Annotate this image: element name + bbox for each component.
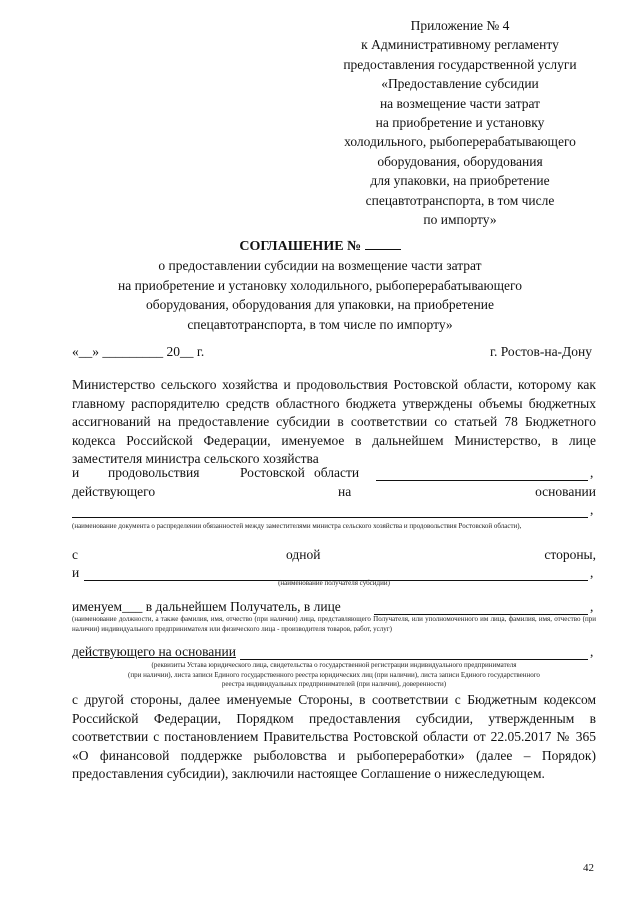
appendix-line: по импорту» (423, 212, 497, 228)
word: действующего (72, 484, 156, 499)
city: г. Ростов-на-Дону (489, 344, 592, 359)
word: с (72, 547, 78, 562)
note-line: (реквизиты Устава юридического лица, свидетельства о государственной регистрации индивидуального предпринимателя (151, 661, 517, 669)
word: Ростовской (240, 465, 305, 480)
agreement-title (60, 236, 580, 334)
line-basis-blank (72, 502, 596, 520)
page-number: 42 (583, 862, 594, 874)
appendix-header (318, 16, 602, 229)
appendix-line: на возмещение части затрат (379, 95, 541, 111)
note-line: (при наличии), листа записи Единого государственного реестра юридических лиц (при наличии), листа записи Единого государственного (128, 670, 540, 679)
date-field: «__» _________ 20__ г. (72, 344, 205, 359)
line-and-prod (72, 465, 596, 483)
subtitle-line: оборудования, оборудования для упаковки, на приобретение (146, 297, 494, 313)
note-person: (наименование должности, а также фамилия, имя, отчество (при наличии) лица, представляющего Получателя, или уполномоченного им лица, фамилия, имя, отчество (при наличии) индивидуального предпринимателя или физического лица - производителя товаров, работ, услуг) (72, 615, 596, 633)
word: одной (286, 547, 321, 562)
line-acting-basis (72, 644, 596, 662)
punct: , (590, 565, 594, 580)
appendix-line: предоставления государственной услуги (343, 56, 577, 72)
word: основании (535, 484, 596, 499)
word: на (338, 484, 352, 499)
subtitle-line: о предоставлении субсидии на возмещение части затрат (158, 258, 482, 274)
note-line: реестра индивидуальных предпринимателей (при наличии), доверенности) (221, 680, 447, 688)
punct: , (590, 465, 594, 480)
appendix-line: «Предоставление субсидии (381, 76, 539, 92)
appendix-line: для упаковки, на приобретение (370, 173, 550, 189)
acting-basis-text: действующего на основании (72, 644, 236, 659)
note-recipient: (наименование получателя субсидии) (278, 579, 390, 587)
number-blank (365, 236, 401, 250)
appendix-line: оборудования, оборудования (377, 153, 543, 169)
appendix-line: на приобретение и установку (375, 115, 545, 131)
line-acting (72, 484, 596, 502)
punct: , (590, 644, 594, 659)
punct: , (590, 502, 594, 517)
title-heading-row (60, 236, 580, 256)
named-text: именуем___ в дальнейшем Получатель, в лице (72, 599, 341, 614)
basis-blank (72, 516, 588, 518)
requisites-blank (240, 658, 588, 660)
title-heading: СОГЛАШЕНИЕ № (239, 239, 362, 254)
note-document: (наименование документа о распределении обязанностей между заместителями министра сельского хозяйства и продовольствия Ростовской области), (72, 522, 522, 530)
subtitle-line: на приобретение и установку холодильного, рыбоперерабатывающего (118, 277, 522, 293)
word: и (72, 465, 80, 480)
word: области (314, 465, 360, 480)
appendix-line: холодильного, рыбоперерабатывающего (344, 134, 576, 150)
word: продовольствия (108, 465, 200, 480)
note-requisites (72, 661, 596, 690)
word: и (72, 565, 80, 580)
appendix-line: к Административному регламенту (361, 37, 559, 53)
subtitle-line: спецавтотранспорта, в том числе по импорту» (187, 316, 453, 332)
word: стороны, (544, 547, 596, 562)
closing-paragraph: с другой стороны, далее именуемые Стороны, в соответствии с Бюджетным кодексом Российской Федерации, Порядком предоставления субсидии, утвержденным в соответствии с постановлением Правительства Ростовской области от 22.05.2017 № 365 «О финансовой поддержке рыболовства и рыбопереработки» (далее – Порядок) предоставления субсидии), заключили настоящее Соглашение о нижеследующем. (72, 692, 596, 782)
intro-paragraph: Министерство сельского хозяйства и продовольствия Ростовской области, которому как главному распорядителю средств областного бюджета утверждены объемы бюджетных ассигнований на предоставление субсидии в соответствии со статьей 78 Бюджетного кодекса Российской Федерации, именуемое в дальнейшем Министерство, в лице заместителя министра сельского хозяйства (72, 377, 596, 467)
line-one-side (72, 547, 596, 565)
punct: , (590, 599, 594, 614)
appendix-line: Приложение № 4 (410, 18, 510, 33)
deputy-name-blank (376, 479, 588, 481)
appendix-line: спецавтотранспорта, в том числе (365, 192, 555, 208)
